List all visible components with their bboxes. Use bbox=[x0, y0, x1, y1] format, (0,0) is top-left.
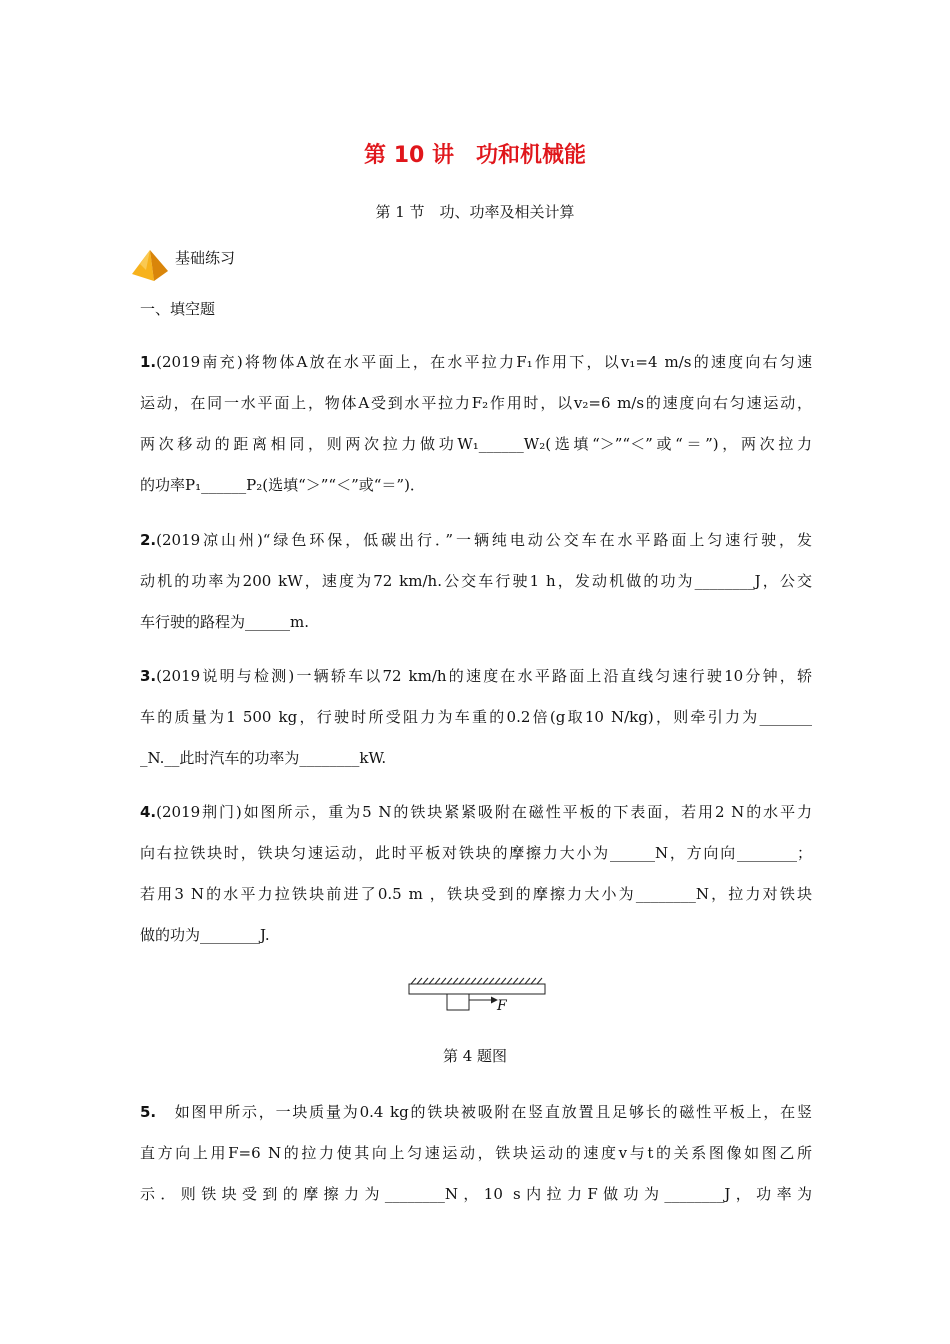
question-line: 5. 如图甲所示，一块质量为0.4 kg的铁块被吸附在竖直放置且足够长的磁性平板上，在竖 bbox=[140, 1103, 812, 1121]
question-line: 4.(2019荆门)如图所示，重为5 N的铁块紧紧吸附在磁性平板的下表面，若用2 N的水平力 bbox=[140, 803, 812, 821]
section-label: 基础练习 bbox=[175, 249, 236, 267]
question-line: 做的功为________J. bbox=[140, 926, 270, 944]
question-number: 2. bbox=[140, 531, 157, 549]
question-line: 车行驶的路程为______m. bbox=[140, 613, 309, 631]
question-number: 1. bbox=[140, 353, 157, 371]
question-line: 2.(2019凉山州)“绿色环保，低碳出行．”一辆纯电动公交车在水平路面上匀速行驶，发 bbox=[140, 531, 812, 549]
magnetic-plate-diagram bbox=[405, 972, 550, 1017]
question-line: _N.__此时汽车的功率为________kW. bbox=[140, 749, 387, 767]
question-5 bbox=[140, 1092, 812, 1215]
question-4 bbox=[140, 792, 812, 956]
figure-caption: 第 4 题图 bbox=[442, 1047, 508, 1065]
question-line: 向右拉铁块时，铁块匀速运动，此时平板对铁块的摩擦力大小为______N，方向向________； bbox=[140, 844, 812, 862]
question-1 bbox=[140, 342, 812, 506]
question-line: 运动，在同一水平面上，物体A受到水平拉力F₂作用时，以v₂=6 m/s的速度向右匀速运动， bbox=[140, 394, 812, 412]
question-number: 3. bbox=[140, 667, 157, 685]
question-2 bbox=[140, 520, 812, 643]
iron-block bbox=[447, 994, 469, 1010]
question-number: 5. bbox=[140, 1103, 157, 1121]
question-line: 若用3 N的水平力拉铁块前进了0.5 m ，铁块受到的摩擦力大小为________N，拉力对铁块 bbox=[140, 885, 812, 903]
question-line: 的功率P₁______P₂(选填“＞”“＜”或“＝”)． bbox=[140, 476, 425, 494]
question-number: 4. bbox=[140, 803, 157, 821]
magnetic-plate-figure bbox=[405, 972, 550, 1021]
section-subtitle: 第 1 节 功、功率及相关计算 bbox=[375, 203, 575, 221]
pyramid-icon bbox=[132, 250, 168, 282]
magnetic-plate bbox=[409, 984, 545, 994]
question-line: 两次移动的距离相同，则两次拉力做功W₁______W₂(选填“＞”“＜”或“＝”)，两次拉力 bbox=[140, 435, 812, 453]
part-title: 一、填空题 bbox=[140, 300, 216, 318]
question-line: 示．则铁块受到的摩擦力为________N，10 s内拉力F做功为________J，功率为 bbox=[140, 1185, 812, 1203]
question-line: 3.(2019说明与检测)一辆轿车以72 km/h的速度在水平路面上沿直线匀速行驶10分钟，轿 bbox=[140, 667, 812, 685]
question-line: 1.(2019南充)将物体A放在水平面上，在水平拉力F₁作用下，以v₁=4 m/s的速度向右匀速 bbox=[140, 353, 812, 371]
question-line: 直方向上用F=6 N的拉力使其向上匀速运动，铁块运动的速度v与t的关系图像如图乙所 bbox=[140, 1144, 812, 1162]
question-line: 车的质量为1 500 kg，行驶时所受阻力为车重的0.2倍(g取10 N/kg)，则牵引力为_______ bbox=[140, 708, 812, 726]
question-line: 动机的功率为200 kW，速度为72 km/h.公交车行驶1 h，发动机做的功为________J，公交 bbox=[140, 572, 812, 590]
force-label: F bbox=[497, 998, 507, 1014]
chapter-title: 第 10 讲 功和机械能 bbox=[364, 143, 586, 168]
question-3 bbox=[140, 656, 812, 779]
